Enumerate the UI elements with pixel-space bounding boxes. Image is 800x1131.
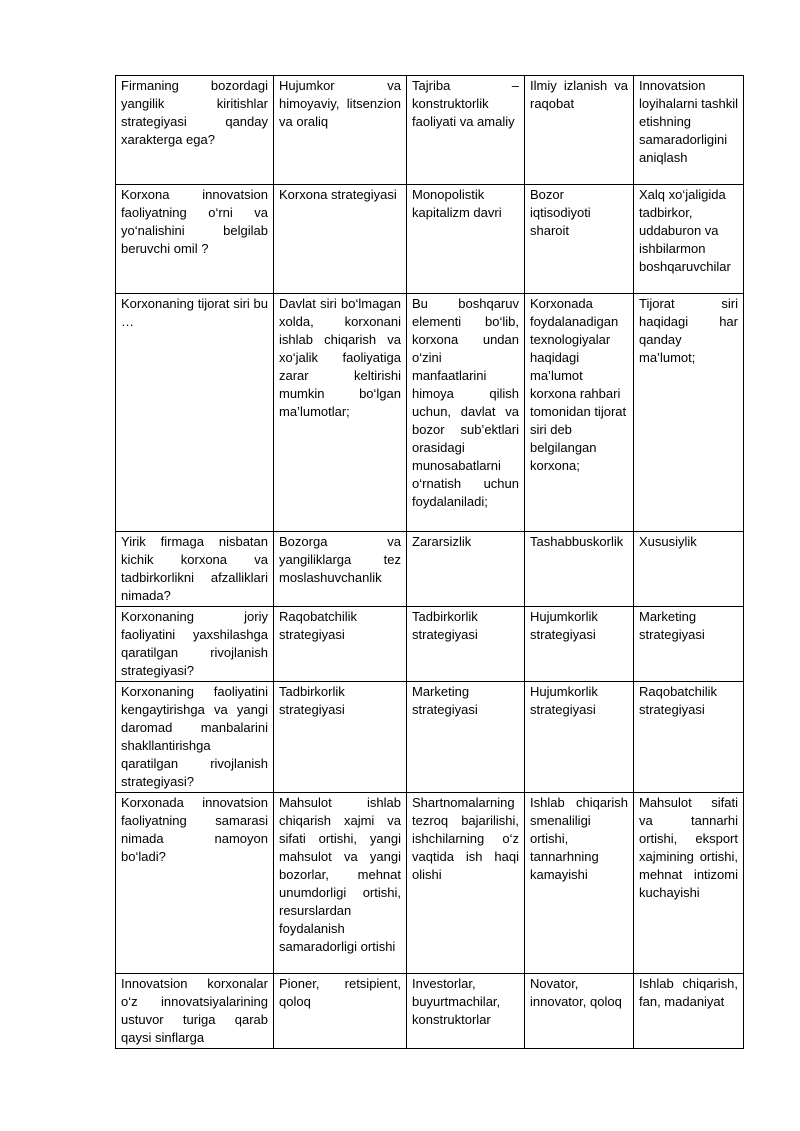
- answer-option-cell: Bu boshqaruv elementi bo‘lib, korxona undan o‘zini manfaatlarini himoya qilish uchun, davlat va bozor sub’ektlari orasidagi munosabatlarni o‘rnatish uchun foydalaniladi;: [407, 294, 525, 532]
- answer-option-cell: Raqobatchilik strategiyasi: [274, 607, 407, 682]
- answer-option-cell: Korxona strategiyasi: [274, 185, 407, 294]
- table-row: [116, 76, 744, 185]
- answer-option-cell: Ilmiy izlanish va raqobat: [525, 76, 634, 185]
- answer-option-cell: Hujumkorlik strategiyasi: [525, 682, 634, 793]
- table-row: [116, 294, 744, 532]
- answer-option-cell: Ishlab chiqarish smenaliligi ortishi, tannarhning kamayishi: [525, 793, 634, 974]
- question-cell: Firmaning bozordagi yangilik kiritishlar strategiyasi qanday xarakterga ega?: [116, 76, 274, 185]
- answer-option-cell: Marketing strategiyasi: [634, 607, 744, 682]
- answer-option-cell: Zararsizlik: [407, 532, 525, 607]
- answer-option-cell: Innovatsion loyihalarni tashkil etishning samaradorligini aniqlash: [634, 76, 744, 185]
- answer-option-cell: Tijorat siri haqidagi har qanday ma’lumot;: [634, 294, 744, 532]
- question-cell: Innovatsion korxonalar o‘z innovatsiyalarining ustuvor turiga qarab qaysi sinflarga: [116, 974, 274, 1049]
- answer-option-cell: Investorlar, buyurtmachilar, konstruktorlar: [407, 974, 525, 1049]
- answer-option-cell: Xususiylik: [634, 532, 744, 607]
- table-row: [116, 682, 744, 793]
- table-row: [116, 793, 744, 974]
- answer-option-cell: Davlat siri bo‘lmagan xolda, korxonani ishlab chiqarish va xo‘jalik faoliyatiga zarar keltirishi mumkin bo‘lgan ma’lumotlar;: [274, 294, 407, 532]
- answer-option-cell: Novator, innovator, qoloq: [525, 974, 634, 1049]
- question-cell: Korxonaning tijorat siri bu …: [116, 294, 274, 532]
- answer-option-cell: Shartnomalarning tezroq bajarilishi, ishchilarning o‘z vaqtida ish haqi olishi: [407, 793, 525, 974]
- answer-option-cell: Monopolistik kapitalizm davri: [407, 185, 525, 294]
- answer-option-cell: Pioner, retsipient, qoloq: [274, 974, 407, 1049]
- table-row: [116, 185, 744, 294]
- answer-option-cell: Ishlab chiqarish, fan, madaniyat: [634, 974, 744, 1049]
- table-row: [116, 532, 744, 607]
- answer-option-cell: Marketing strategiyasi: [407, 682, 525, 793]
- answer-option-cell: Mahsulot ishlab chiqarish xajmi va sifati ortishi, yangi mahsulot va yangi bozorlar, mehnat unumdorligi ortishi, resurslardan foydalanish samaradorligi ortishi: [274, 793, 407, 974]
- answer-option-cell: Hujumkorlik strategiyasi: [525, 607, 634, 682]
- question-cell: Korxonaning faoliyatini kengaytirishga va yangi daromad manbalarini shakllantirishga qaratilgan rivojlanish strategiyasi?: [116, 682, 274, 793]
- question-cell: Korxonada innovatsion faoliyatning samarasi nimada namoyon bo‘ladi?: [116, 793, 274, 974]
- answer-option-cell: Mahsulot sifati va tannarhi ortishi, eksport xajmining ortishi, mehnat intizomi kuchayishi: [634, 793, 744, 974]
- answer-option-cell: Xalq xo‘jaligida tadbirkor, uddaburon va ishbilarmon boshqaruvchilar: [634, 185, 744, 294]
- table-row: [116, 974, 744, 1049]
- question-cell: Yirik firmaga nisbatan kichik korxona va tadbirkorliknі afzalliklari nimada?: [116, 532, 274, 607]
- answer-option-cell: Tadbirkorlik strategiyasi: [407, 607, 525, 682]
- question-cell: Korxona innovatsion faoliyatning o‘rni va yo‘nalishini belgilab beruvchi omil ?: [116, 185, 274, 294]
- answer-option-cell: Korxonada foydalanadigan texnologiyalar haqidagi ma’lumot korxona rahbari tomonidan tijorat siri deb belgilangan korxona;: [525, 294, 634, 532]
- answer-option-cell: Tadbirkorlik strategiyasi: [274, 682, 407, 793]
- question-cell: Korxonaning joriy faoliyatini yaxshilashga qaratilgan rivojlanish strategiyasi?: [116, 607, 274, 682]
- test-questions-table: [115, 75, 744, 1049]
- answer-option-cell: Tashabbuskorlik: [525, 532, 634, 607]
- answer-option-cell: Bozor iqtisodiyoti sharoit: [525, 185, 634, 294]
- answer-option-cell: Tajriba – konstruktorlik faoliyati va amaliy: [407, 76, 525, 185]
- answer-option-cell: Hujumkor va himoyaviy, litsenzion va oraliq: [274, 76, 407, 185]
- table-row: [116, 607, 744, 682]
- answer-option-cell: Raqobatchilik strategiyasi: [634, 682, 744, 793]
- answer-option-cell: Bozorga va yangiliklarga tez moslashuvchanlik: [274, 532, 407, 607]
